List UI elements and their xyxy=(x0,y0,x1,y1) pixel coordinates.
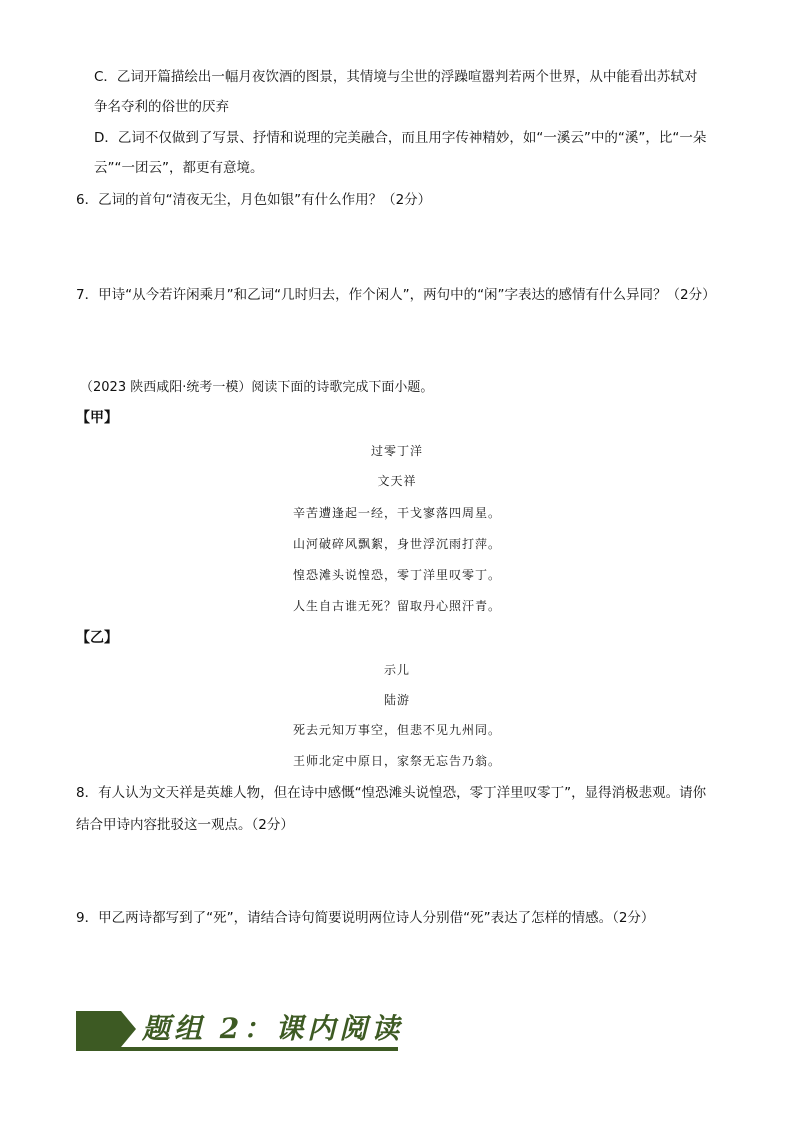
option-d-line2: 云”“一团云”，都更有意境。 xyxy=(94,160,264,176)
poem-yi-line: 王师北定中原日，家祭无忘告乃翁。 xyxy=(292,754,501,768)
poem-yi-author: 陆游 xyxy=(383,693,410,707)
option-d-line1: D．乙词不仅做到了写景、抒情和说理的完美融合，而且用字传神精妙，如“一溪云”中的“溪”，比“一朵 xyxy=(94,130,707,146)
label-jia: 【甲】 xyxy=(76,410,118,426)
poem-jia-line: 人生自古谁无死？留取丹心照汗青。 xyxy=(292,599,501,613)
label-yi: 【乙】 xyxy=(76,630,118,646)
poem-jia-author: 文天祥 xyxy=(377,474,417,488)
banner-title: 题组 2：课内阅读 xyxy=(142,1012,404,1045)
question-8-line2: 结合甲诗内容批驳这一观点。（2分） xyxy=(76,817,294,833)
question-9: 9．甲乙两诗都写到了“死”，请结合诗句简要说明两位诗人分别借“死”表达了怎样的情感。（2分） xyxy=(76,910,655,926)
poem-yi-title: 示儿 xyxy=(383,663,410,677)
question-6: 6．乙词的首句“清夜无尘，月色如银”有什么作用？（2分） xyxy=(76,192,432,208)
banner-underline xyxy=(76,1047,398,1051)
banner-arrow-shape xyxy=(76,1011,136,1047)
poem-jia-title: 过零丁洋 xyxy=(370,444,423,458)
section-intro: （2023 陕西咸阳·统考一模）阅读下面的诗歌完成下面小题。 xyxy=(80,380,434,395)
option-c-line1: C．乙词开篇描绘出一幅月夜饮酒的图景，其情境与尘世的浮躁喧嚣判若两个世界，从中能看出苏轼对 xyxy=(94,69,698,85)
poem-yi-line: 死去元知万事空，但悲不见九州同。 xyxy=(292,723,501,737)
poem-jia-line: 山河破碎风飘絮，身世浮沉雨打萍。 xyxy=(292,537,501,551)
poem-jia-line: 辛苦遭逢起一经，干戈寥落四周星。 xyxy=(292,506,501,520)
poem-jia-line: 惶恐滩头说惶恐，零丁洋里叹零丁。 xyxy=(292,568,501,582)
option-c-line2: 争名夺利的俗世的厌弃 xyxy=(94,99,229,115)
section-banner xyxy=(76,1011,404,1051)
question-7: 7．甲诗“从今若许闲乘月”和乙词“几时归去，作个闲人”，两句中的“闲”字表达的感情有什么异同？（2分） xyxy=(76,287,716,303)
question-8-line1: 8．有人认为文天祥是英雄人物，但在诗中感慨“惶恐滩头说惶恐，零丁洋里叹零丁”，显得消极悲观。请你 xyxy=(76,785,707,801)
